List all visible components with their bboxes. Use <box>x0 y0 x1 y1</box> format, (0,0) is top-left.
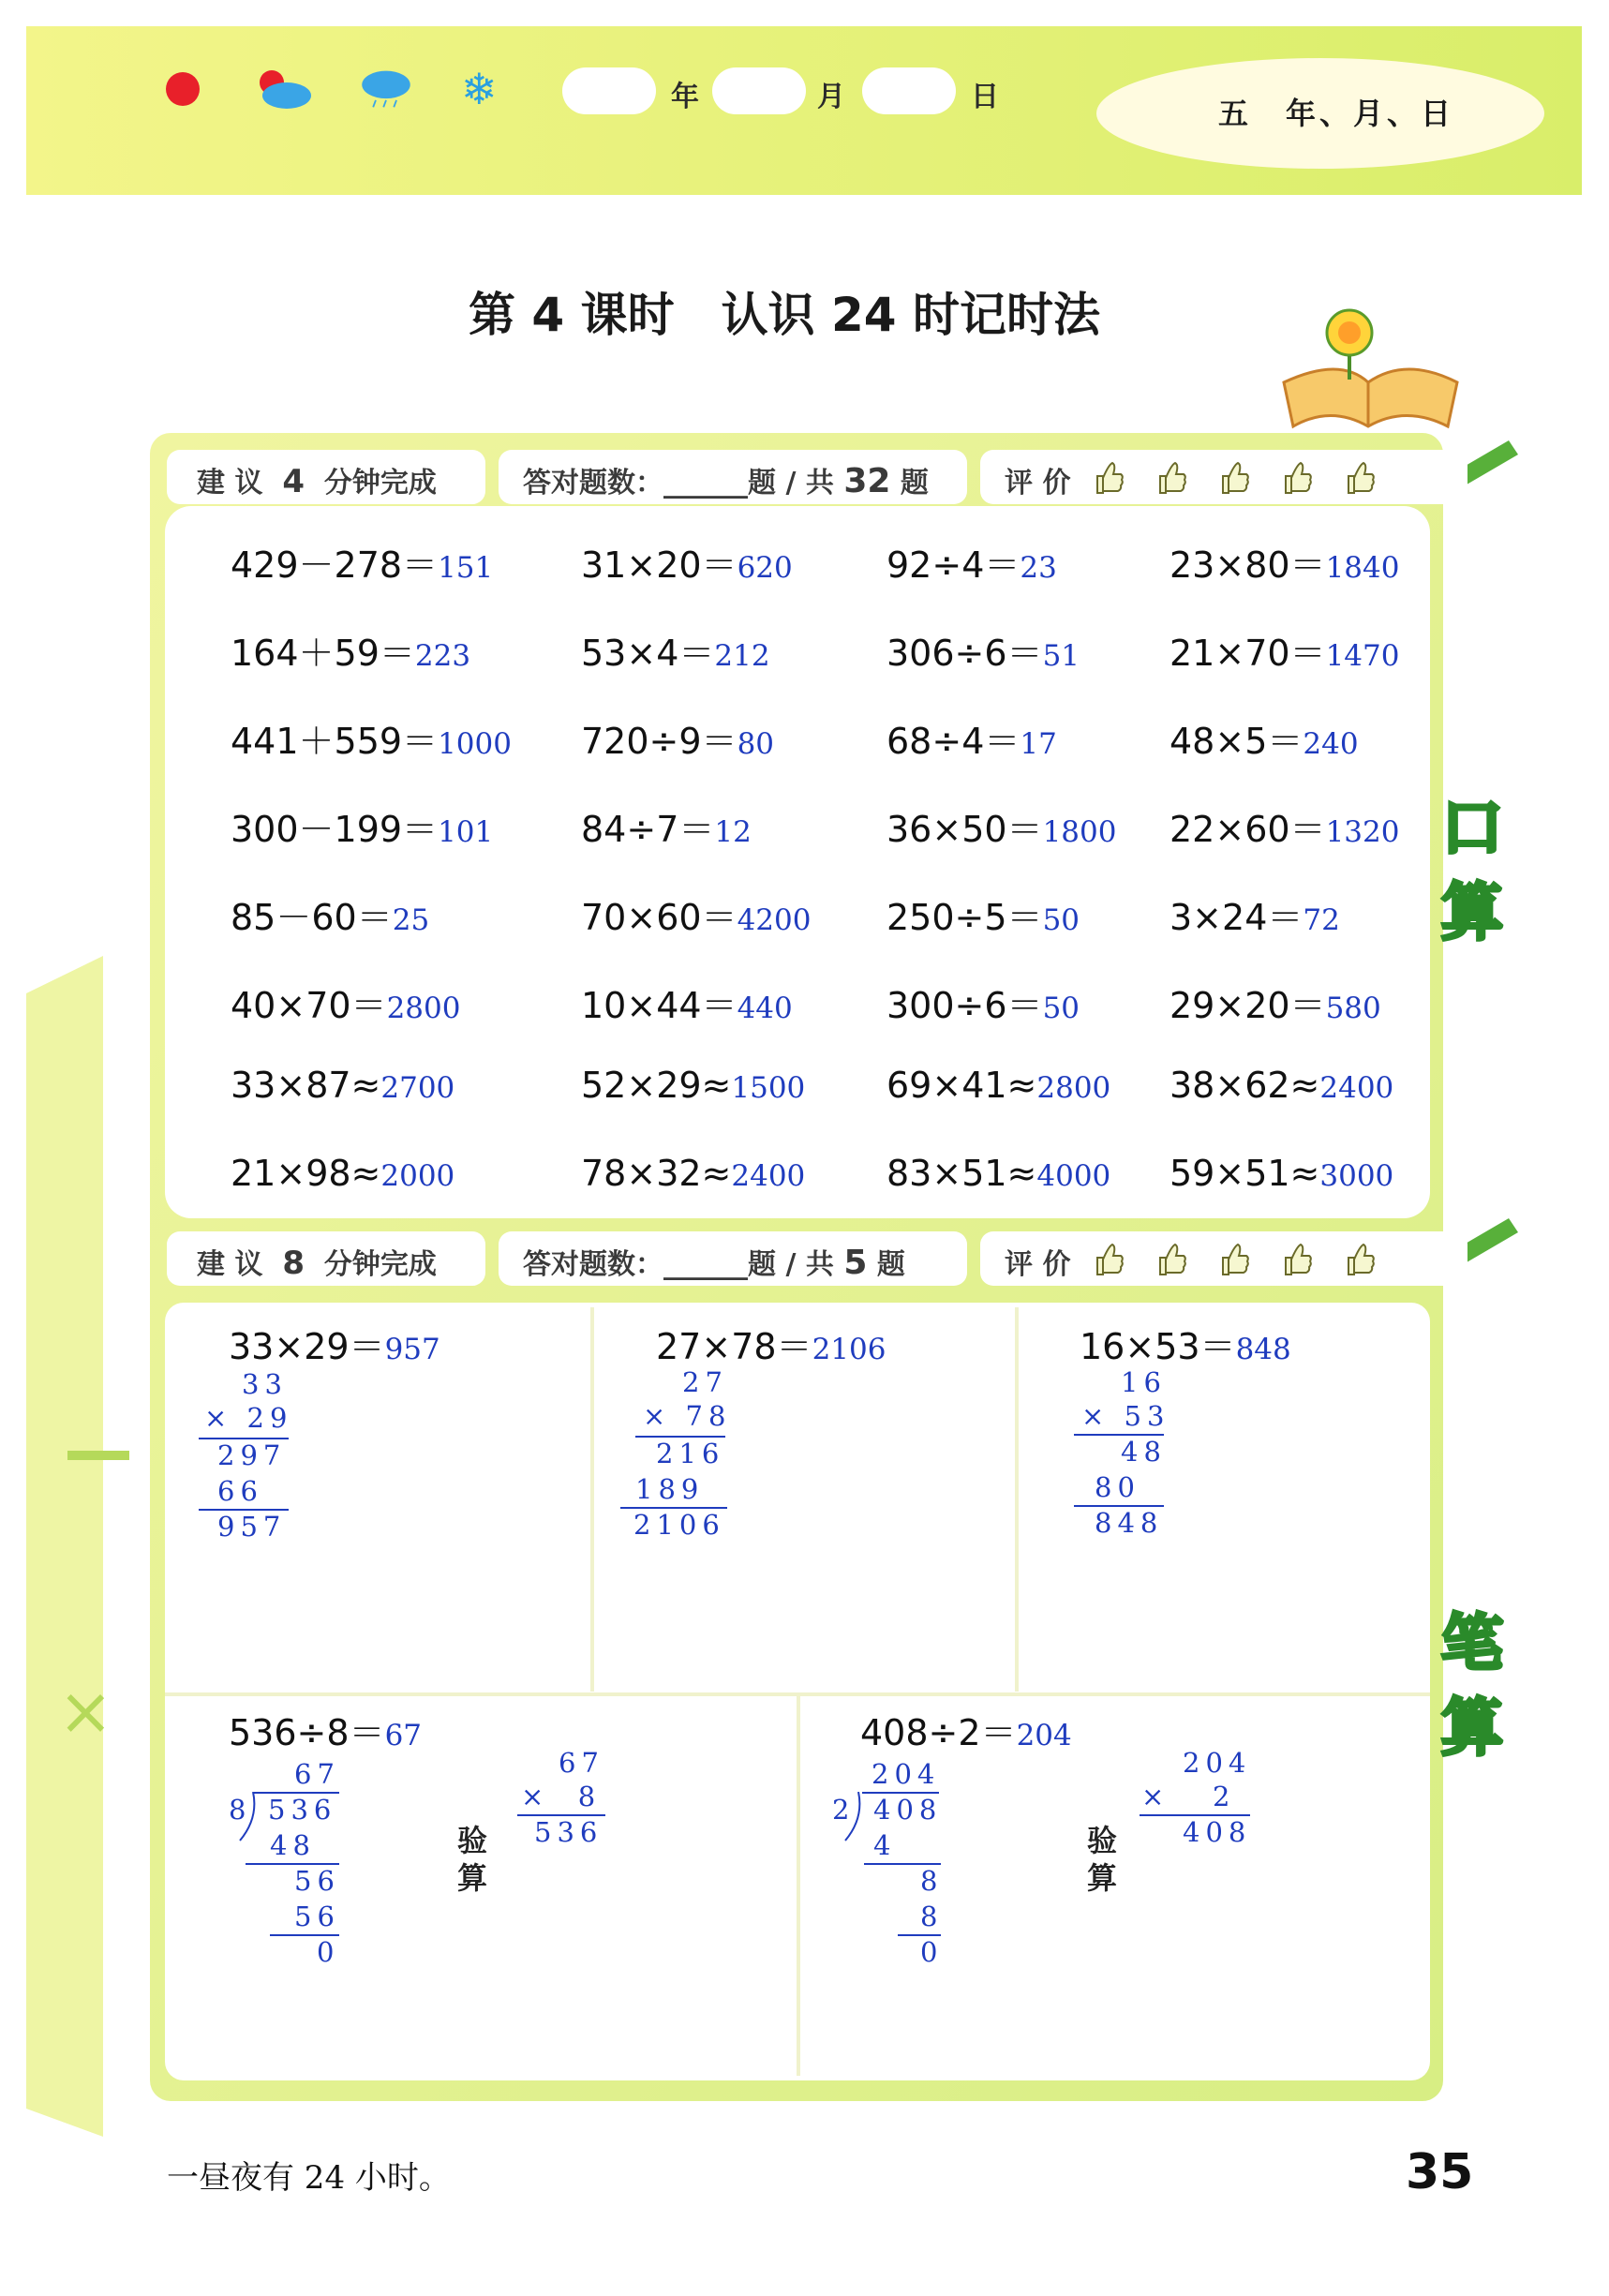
mental-problem <box>886 712 1057 764</box>
mental-problem <box>1170 624 1399 676</box>
total-suffix: 题 <box>900 467 929 499</box>
mental-problem <box>886 1153 1110 1194</box>
thumb-icon[interactable] <box>1217 459 1249 497</box>
answer-text: 957 <box>384 1333 440 1366</box>
answer-text: 1840 <box>1325 551 1400 585</box>
footer-note: 一昼夜有 24 小时。 <box>167 2159 451 2197</box>
mental-problem <box>886 800 1116 852</box>
answer-text: 50 <box>1042 903 1080 937</box>
total-count: 5 <box>843 1244 868 1282</box>
problem-text: 22×60＝ <box>1170 809 1326 850</box>
problem-text: 29×20＝ <box>1170 985 1326 1026</box>
work-line: 56 <box>294 1901 340 1932</box>
problem-text: 16×53＝ <box>1080 1326 1236 1367</box>
problem-text: 48×5＝ <box>1170 721 1304 762</box>
problem-text: 164＋59＝ <box>231 633 415 674</box>
side-label-written-1: 笔 <box>1441 1607 1503 1679</box>
total-suffix: 题 <box>876 1248 905 1281</box>
work-line: 16 <box>1121 1366 1167 1398</box>
problem-text: 31×20＝ <box>581 544 737 586</box>
work-line: 33 <box>242 1368 288 1400</box>
page-number: 35 <box>1406 2144 1474 2200</box>
answer-text: 212 <box>714 639 770 673</box>
mental-problem <box>231 536 493 588</box>
answer-text: 1500 <box>731 1071 806 1105</box>
check-line: 67 <box>559 1747 604 1779</box>
quotient: 67 <box>294 1758 340 1790</box>
answer-text: 50 <box>1042 991 1080 1025</box>
verify-label: 验 算 <box>1086 1823 1117 1896</box>
problem-text: 68÷4＝ <box>886 721 1021 762</box>
answer-text: 151 <box>438 551 494 585</box>
book-flower-icon <box>1284 310 1457 426</box>
mental-problem <box>231 888 429 940</box>
work-line: 48 <box>270 1829 316 1861</box>
thumb-icon[interactable] <box>1343 459 1375 497</box>
work-line: × 78 <box>643 1400 732 1432</box>
mental-problem <box>1170 1153 1393 1194</box>
answer-text: 25 <box>392 903 430 937</box>
problem-text: 3×24＝ <box>1170 897 1304 938</box>
mental-problem <box>1170 800 1399 852</box>
answer-text: 2800 <box>386 991 461 1025</box>
check-line: 204 <box>1183 1747 1252 1779</box>
finish-label: 分钟完成 <box>323 467 437 499</box>
answer-text: 1000 <box>438 727 512 761</box>
mental-problem <box>1170 712 1359 764</box>
answer-text: 1800 <box>1042 815 1117 849</box>
year-input[interactable] <box>562 67 656 114</box>
problem-text: 536÷8＝ <box>229 1712 385 1753</box>
mental-problem <box>581 1153 805 1194</box>
month-input[interactable] <box>712 67 806 114</box>
work-line: × 53 <box>1081 1400 1170 1432</box>
minutes-value: 8 <box>282 1245 305 1282</box>
answer-text: 2700 <box>380 1071 455 1105</box>
mental-problem <box>231 1153 454 1194</box>
thumb-icon[interactable] <box>1092 459 1124 497</box>
problem-text: 441＋559＝ <box>231 721 439 762</box>
answer-text: 204 <box>1016 1719 1072 1752</box>
problem-text: 300－199＝ <box>231 809 439 850</box>
answer-text: 240 <box>1303 727 1359 761</box>
answer-text: 4200 <box>737 903 812 937</box>
problem-text: 300÷6＝ <box>886 985 1043 1026</box>
mental-problem <box>886 624 1080 676</box>
answer-text: 3000 <box>1319 1159 1394 1193</box>
problem-text: 408÷2＝ <box>860 1712 1017 1753</box>
divisor: 8 <box>229 1794 252 1826</box>
check-line: 408 <box>1183 1816 1252 1848</box>
mental-problem <box>581 1065 805 1106</box>
thumb-icon[interactable] <box>1343 1241 1375 1278</box>
mental-problem <box>581 888 811 940</box>
problem-text: 21×70＝ <box>1170 633 1326 674</box>
thumb-icon[interactable] <box>1155 459 1186 497</box>
work-line: 8 <box>920 1865 944 1897</box>
answer-text: 2400 <box>731 1159 806 1193</box>
answer-text: 440 <box>737 991 793 1025</box>
work-line: 8 <box>920 1901 944 1932</box>
work-line: 189 <box>635 1473 705 1505</box>
answer-text: 17 <box>1020 727 1057 761</box>
cloudy-icon[interactable] <box>253 67 313 111</box>
problem-text: 429－278＝ <box>231 544 439 586</box>
check-line: × 8 <box>521 1781 602 1812</box>
dividend: 536 <box>268 1794 337 1826</box>
problem-text: 33×29＝ <box>229 1326 385 1367</box>
work-line: 66 <box>217 1475 263 1507</box>
problem-text: 33×87≈ <box>231 1065 381 1106</box>
snow-icon[interactable]: ❄ <box>461 64 498 114</box>
work-line: 957 <box>217 1511 287 1543</box>
problem-text: 23×80＝ <box>1170 544 1326 586</box>
work-line: 0 <box>317 1936 340 1968</box>
answer-text: 1320 <box>1325 815 1400 849</box>
day-label: 日 <box>971 81 999 113</box>
thumb-icon[interactable] <box>1092 1241 1124 1278</box>
work-line: 48 <box>1121 1436 1167 1468</box>
answer-text: 620 <box>737 551 793 585</box>
problem-text: 40×70＝ <box>231 985 387 1026</box>
thumb-icon[interactable] <box>1155 1241 1186 1278</box>
rating-label: 评 价 <box>1005 1248 1071 1281</box>
year-label: 年 <box>671 81 699 113</box>
finish-label: 分钟完成 <box>323 1248 437 1281</box>
answer-text: 12 <box>714 815 752 849</box>
answer-text: 51 <box>1042 639 1080 673</box>
dividend: 408 <box>873 1794 943 1826</box>
problem-text: 59×51≈ <box>1170 1153 1320 1194</box>
side-label-oral-2: 算 <box>1441 876 1503 948</box>
mental-problem <box>231 800 493 852</box>
work-line: 27 <box>682 1366 728 1398</box>
problem-text: 250÷5＝ <box>886 897 1043 938</box>
answer-text: 2000 <box>380 1159 455 1193</box>
problem-text: 10×44＝ <box>581 985 737 1026</box>
problem-text: 36×50＝ <box>886 809 1043 850</box>
correct-count-label: 答对题数：______题 / 共 <box>523 1248 834 1281</box>
problem-text: 84÷7＝ <box>581 809 715 850</box>
rain-icon[interactable] <box>356 67 416 111</box>
answer-text: 72 <box>1303 903 1340 937</box>
minutes-value: 4 <box>282 463 305 500</box>
mental-problem <box>886 536 1057 588</box>
answer-text: 2106 <box>812 1333 886 1366</box>
work-line: 80 <box>1095 1471 1140 1503</box>
answer-text: 23 <box>1020 551 1057 585</box>
unit-title: 五 年、月、日 <box>1218 96 1455 131</box>
answer-text: 223 <box>414 639 471 673</box>
mental-problem <box>581 977 793 1028</box>
mental-problem <box>231 712 512 764</box>
mental-problem <box>581 712 774 764</box>
work-line: 56 <box>294 1865 340 1897</box>
mental-problem <box>1170 977 1381 1028</box>
mental-problem <box>886 888 1080 940</box>
work-line: 2106 <box>633 1509 725 1541</box>
suggest-label: 建 议 <box>197 1248 263 1281</box>
problem-text: 53×4＝ <box>581 633 715 674</box>
problem-text: 27×78＝ <box>656 1326 812 1367</box>
problem-text: 720÷9＝ <box>581 721 737 762</box>
problem-text: 83×51≈ <box>886 1153 1037 1194</box>
month-label: 月 <box>817 81 845 113</box>
divisor: 2 <box>832 1794 856 1826</box>
mental-problem <box>231 977 460 1028</box>
thumb-icon[interactable] <box>1280 459 1312 497</box>
work-line: 216 <box>656 1438 725 1469</box>
answer-text: 4000 <box>1036 1159 1111 1193</box>
problem-text: 70×60＝ <box>581 897 737 938</box>
rating-label: 评 价 <box>1005 467 1071 499</box>
total-count: 32 <box>843 462 891 500</box>
answer-text: 848 <box>1235 1333 1291 1366</box>
side-label-oral-1: 口 <box>1441 792 1503 864</box>
problem-text: 78×32≈ <box>581 1153 732 1194</box>
problem-text: 92÷4＝ <box>886 544 1021 586</box>
correct-count-label: 答对题数：______题 / 共 <box>523 467 834 499</box>
mental-problem <box>1170 1065 1393 1106</box>
answer-text: 2400 <box>1319 1071 1394 1105</box>
check-line: 536 <box>534 1816 603 1848</box>
suggest-label: 建 议 <box>197 467 263 499</box>
work-line: × 29 <box>204 1402 293 1434</box>
thumb-icon[interactable] <box>1280 1241 1312 1278</box>
mental-problem <box>886 977 1080 1028</box>
answer-text: 80 <box>737 727 775 761</box>
mental-problem <box>231 624 470 676</box>
mental-problem <box>581 624 770 676</box>
day-input[interactable] <box>862 67 956 114</box>
work-line: 4 <box>873 1829 897 1861</box>
mental-problem <box>1170 888 1340 940</box>
verify-label: 验 算 <box>456 1823 487 1896</box>
problem-text: 85－60＝ <box>231 897 393 938</box>
mental-problem <box>1170 536 1399 588</box>
problem-text: 69×41≈ <box>886 1065 1037 1106</box>
svg-text:×: × <box>58 1673 113 1750</box>
lesson-title: 第 4 课时 认识 24 时记时法 <box>469 288 1100 342</box>
answer-text: 67 <box>384 1719 423 1752</box>
work-line: 848 <box>1095 1507 1164 1539</box>
problem-text: 306÷6＝ <box>886 633 1043 674</box>
mental-problem <box>886 1065 1110 1106</box>
answer-text: 101 <box>438 815 494 849</box>
answer-text: 1470 <box>1325 639 1400 673</box>
check-line: × 2 <box>1141 1781 1236 1812</box>
sun-icon[interactable] <box>161 67 204 111</box>
thumb-icon[interactable] <box>1217 1241 1249 1278</box>
answer-text: 2800 <box>1036 1071 1111 1105</box>
work-line: 297 <box>217 1439 287 1471</box>
work-line: 0 <box>920 1936 944 1968</box>
mental-problem <box>581 536 793 588</box>
problem-text: 52×29≈ <box>581 1065 732 1106</box>
side-label-written-2: 算 <box>1441 1692 1503 1764</box>
mental-problem <box>581 800 752 852</box>
answer-text: 580 <box>1325 991 1381 1025</box>
problem-text: 38×62≈ <box>1170 1065 1320 1106</box>
quotient: 204 <box>872 1758 941 1790</box>
problem-text: 21×98≈ <box>231 1153 381 1194</box>
mental-problem <box>231 1065 454 1106</box>
